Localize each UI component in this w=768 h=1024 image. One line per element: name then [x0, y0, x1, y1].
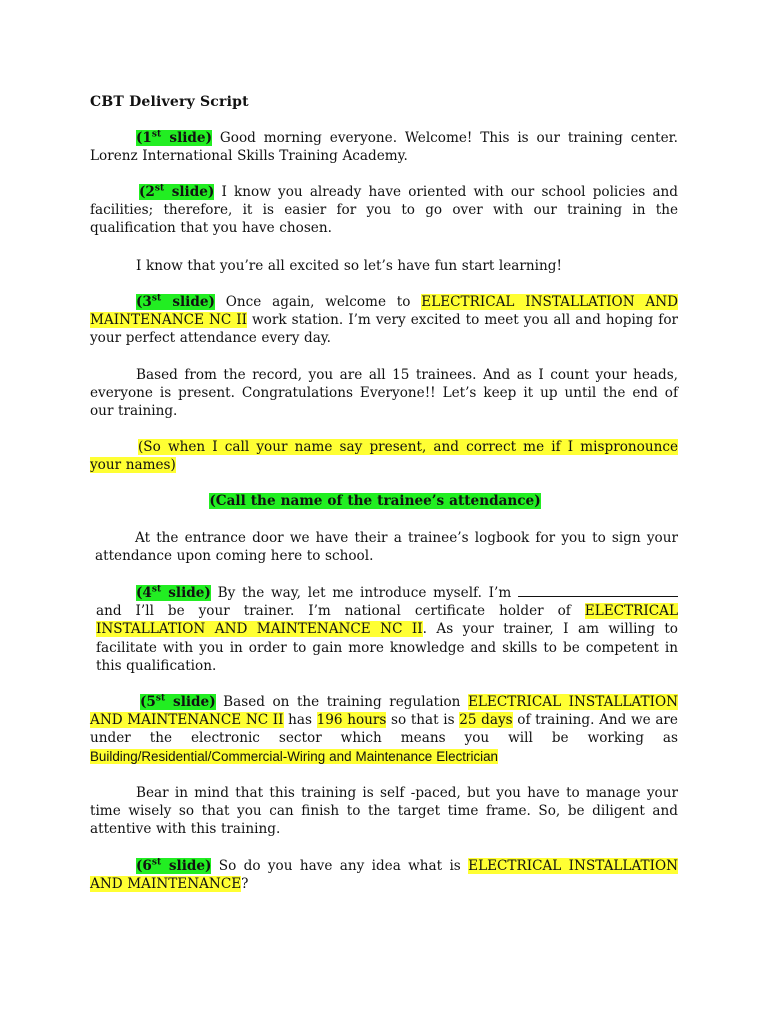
- highlight-instruction: (So when I call your name say present, and correct me if I mispronounce your names): [90, 439, 678, 474]
- highlight-qualification: ELECTRICAL INSTALLATION AND MAINTENANCE NC II: [90, 294, 679, 329]
- highlight-job-title: Building/Residential/Commercial-Wiring and Maintenance Electrician: [90, 748, 499, 764]
- paragraph-self-paced: Bear in mind that this training is self -paced, but you have to manage your time wisely so that you can finish to the target time frame. So, be diligent and attentive with this training.: [90, 785, 678, 838]
- slide-tag-2: (2st slide): [139, 183, 215, 200]
- paragraph-slide-4: (4st slide) By the way, let me introduce myself. I’m and I’ll be your trainer. I’m national certificate holder of ELECTRICAL INSTALLATION AND MAINTENANCE NC II. As your trainer, I am willing to facilitate with you in order to gain more knowledge and skills to be competent in this qualification.: [96, 584, 678, 674]
- paragraph-slide-5: (5st slide) Based on the training regulation ELECTRICAL INSTALLATION AND MAINTENANCE NC II has 196 hours so that is 25 days of training. And we are under the electronic sector which means you will be working as Building/Residential/Commercial-Wiring and Maintenance Electrician: [90, 693, 678, 764]
- document-title: CBT Delivery Script: [90, 94, 249, 110]
- slide-tag-1: (1st slide): [136, 129, 213, 146]
- highlight-hours: 196 hours: [316, 712, 387, 729]
- paragraph-slide-3: (3st slide) Once again, welcome to ELECTRICAL INSTALLATION AND MAINTENANCE NC II work station. I’m very excited to meet you all and hoping for your perfect attendance every day.: [90, 293, 679, 347]
- paragraph-call-names: [90, 438, 678, 474]
- paragraph-slide-6: (6st slide) So do you have any idea what is ELECTRICAL INSTALLATION AND MAINTENANCE?: [90, 857, 678, 893]
- highlight-qualification: ELECTRICAL INSTALLATION AND MAINTENANCE NC II: [90, 694, 678, 729]
- highlight-qualification: ELECTRICAL INSTALLATION AND MAINTENANCE NC II: [96, 603, 678, 638]
- paragraph-record: Based from the record, you are all 15 trainees. And as I count your heads, everyone is present. Congratulations Everyone!! Let’s keep it up until the end of our training.: [90, 367, 678, 420]
- slide-tag-5: (5st slide): [140, 693, 216, 710]
- highlight-attendance: (Call the name of the trainee’s attendance): [209, 493, 541, 509]
- paragraph-excited: I know that you’re all excited so let’s have fun start learning!: [136, 258, 562, 274]
- paragraph-attendance-note: [90, 492, 660, 510]
- paragraph-slide-2: (2st slide) I know you already have oriented with our school policies and facilities; therefore, it is easier for you to go over with our training in the qualification that you have chosen.: [90, 183, 678, 237]
- trainer-name-blank: [518, 584, 678, 597]
- highlight-electrical-installation: ELECTRICAL INSTALLATION AND MAINTENANCE: [90, 858, 678, 893]
- slide-tag-3: (3st slide): [136, 293, 215, 310]
- highlight-days: 25 days: [459, 712, 513, 729]
- slide-tag-6: (6st slide): [136, 857, 212, 874]
- paragraph-logbook: At the entrance door we have their a trainee’s logbook for you to sign your attendance upon coming here to school.: [95, 530, 678, 565]
- slide-tag-4: (4st slide): [136, 584, 211, 601]
- paragraph-slide-1: (1st slide) Good morning everyone. Welcome! This is our training center. Lorenz International Skills Training Academy.: [90, 129, 678, 165]
